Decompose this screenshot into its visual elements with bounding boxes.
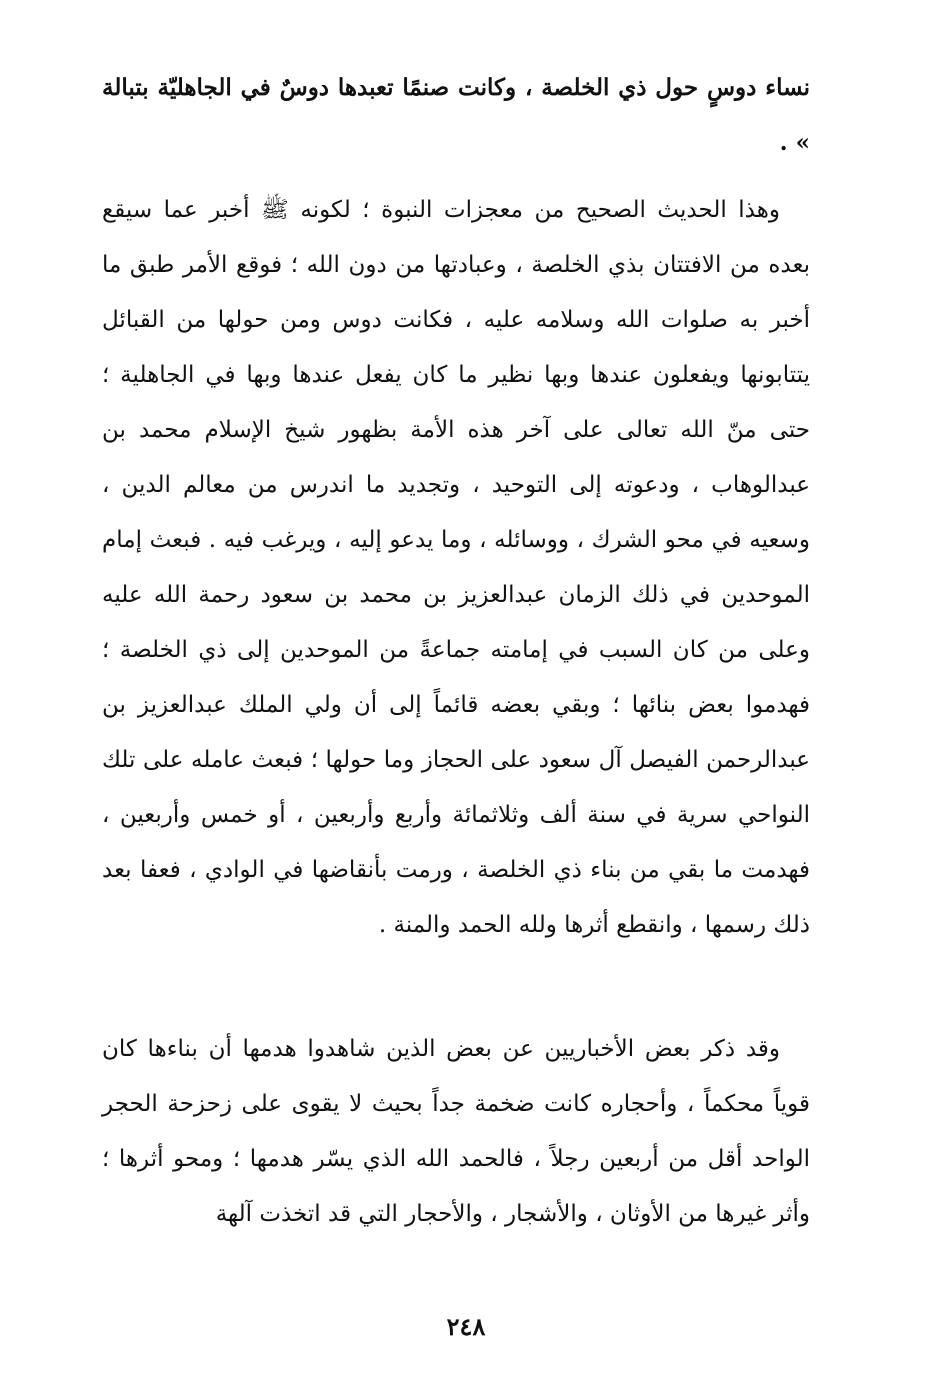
paragraph-historians-account: وقد ذكر بعض الأخباريين عن بعض الذين شاهدوا هدمها أن بناءها كان قوياً محكماً ، وأحجاره كانت ضخمة جداً بحيث لا يقوى على زحزحة الحجر الواحد أقل من أربعين رجلاً ، فالحمد الله الذي يسّر هدمها ؛ ومحو أثرها ؛ وأثر غيرها من الأوثان ، والأشجار ، والأحجار التي قد اتخذت آلهة	[102, 1036, 810, 1227]
paragraph-continuation: نساء دوسٍ حول ذي الخلصة ، وكانت صنمًا تعبدها دوسٌ في الجاهليّة بتبالة » .	[102, 74, 810, 156]
page-number: ٢٤٨	[446, 1312, 486, 1341]
paragraph-hadith-commentary: وهذا الحديث الصحيح من معجزات النبوة ؛ لكونه ﷺ أخبر عما سيقع بعده من الافتتان بذي الخلصة ، وعبادتها من دون الله ؛ فوقع الأمر طبق ما أخبر به صلوات الله وسلامه عليه ، فكانت دوس ومن حولها من القبائل يتتابونها ويفعلون عندها وبها نظير ما كان يفعل عندها وبها في الجاهلية ؛ حتى منّ الله تعالى على آخر هذه الأمة بظهور شيخ الإسلام محمد بن عبدالوهاب ، ودعوته إلى التوحيد ، وتجديد ما اندرس من معالم الدين ، وسعيه في محو الشرك ، ووسائله ، وما يدعو إليه ، ويرغب فيه . فبعث إمام الموحدين في ذلك الزمان عبدالعزيز بن محمد بن سعود رحمة الله عليه وعلى من كان السبب في إمامته جماعةً من الموحدين إلى ذي الخلصة ؛ فهدموا بعض بنائها ؛ وبقي بعضه قائماً إلى أن ولي الملك عبدالعزيز بن عبدالرحمن الفيصل آل سعود على الحجاز وما حولها ؛ فبعث عامله على تلك النواحي سرية في سنة ألف وثلاثمائة وأربع وأربعين ، أو خمس وأربعين ، فهدمت ما بقي من بناء ذي الخلصة ، ورمت بأنقاضها في الوادي ، فعفا بعد ذلك رسمها ، وانقطع أثرها ولله الحمد والمنة .	[102, 197, 810, 938]
